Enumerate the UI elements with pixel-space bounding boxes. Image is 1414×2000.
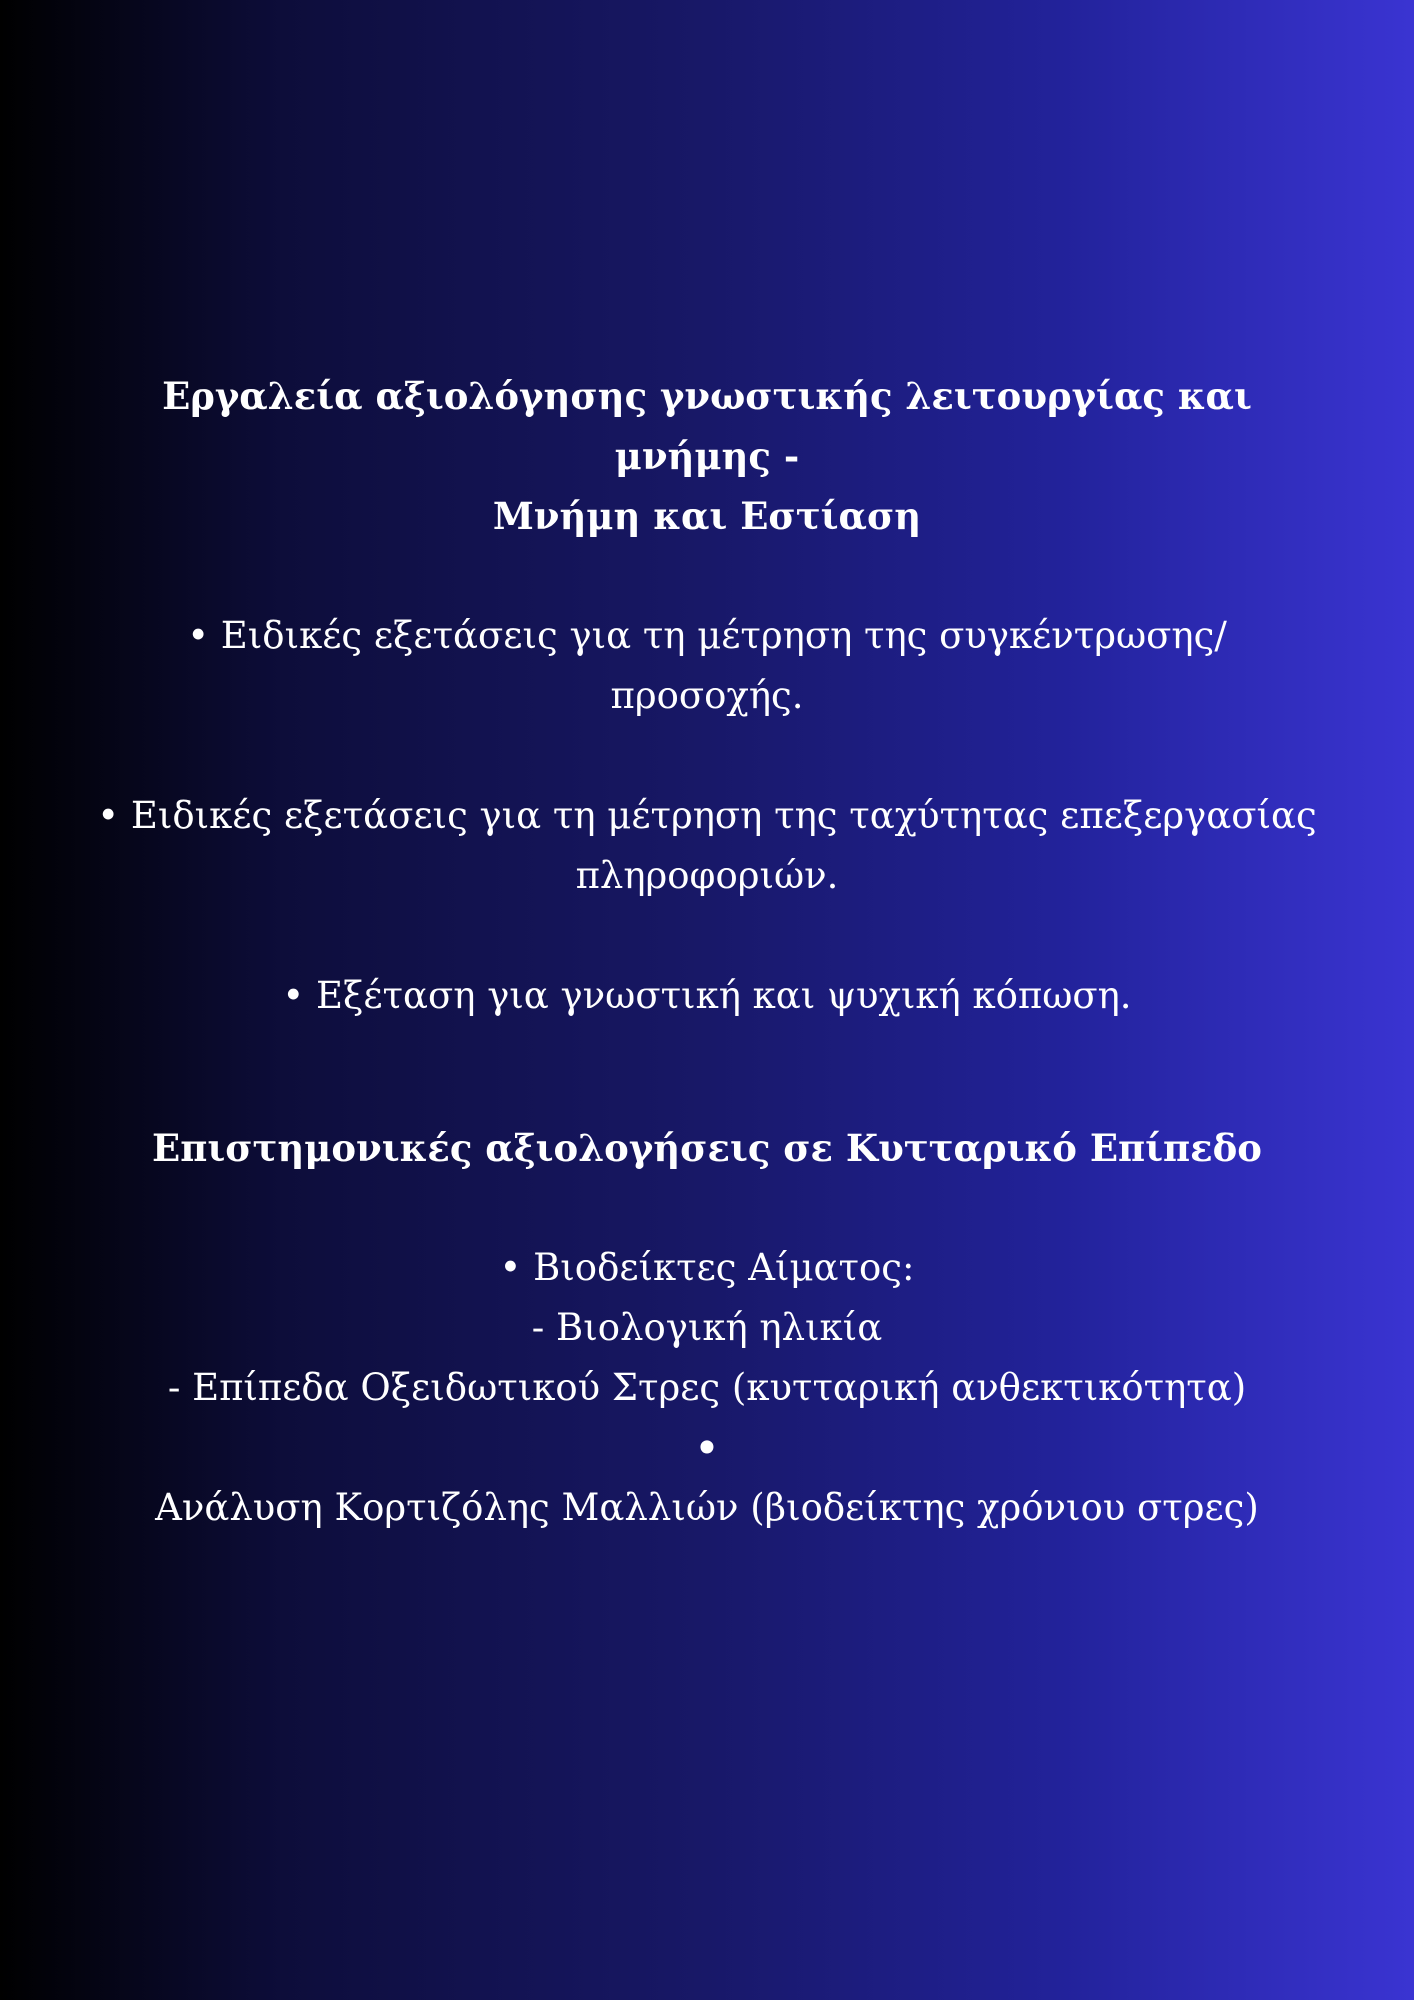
list-item-processing-speed [90, 786, 1324, 906]
cellular-assessment-section [90, 1118, 1324, 1538]
list-item-concentration-line-1: • Ειδικές εξετάσεις για τη μέτρηση της συγκέντρωσης/ [187, 614, 1227, 657]
list-item-oxidative-stress: - Επίπεδα Οξειδωτικού Στρες (κυτταρική ανθεκτικότητα) [167, 1366, 1247, 1409]
cognitive-title-line-2: Μνήμη και Εστίαση [492, 494, 922, 538]
list-item-hair-cortisol: Ανάλυση Κορτιζόλης Μαλλιών (βιοδείκτης χρόνιου στρες) [155, 1486, 1259, 1529]
cellular-section-title: Επιστημονικές αξιολογήσεις σε Κυτταρικό Επίπεδο [152, 1126, 1262, 1170]
list-item-processing-speed-line-1: • Ειδικές εξετάσεις για τη μέτρηση της ταχύτητας επεξεργασίας [97, 794, 1317, 837]
list-item-biological-age: - Βιολογική ηλικία [531, 1306, 883, 1349]
cognitive-section-title [90, 366, 1324, 546]
bullet-marker: • [695, 1426, 719, 1470]
list-item-fatigue-line-1: • Εξέταση για γνωστική και ψυχική κόπωση. [282, 974, 1132, 1017]
cognitive-title-line-1: Εργαλεία αξιολόγησης γνωστικής λειτουργίας και μνήμης - [162, 374, 1252, 478]
list-item-concentration-line-2: προσοχής. [610, 674, 804, 717]
list-item-fatigue [90, 966, 1324, 1026]
blood-biomarkers-header: • Βιοδείκτες Αίματος: [499, 1246, 915, 1289]
list-item-processing-speed-line-2: πληροφοριών. [575, 854, 839, 897]
cognitive-assessment-section [90, 366, 1324, 1026]
list-item-concentration [90, 606, 1324, 726]
